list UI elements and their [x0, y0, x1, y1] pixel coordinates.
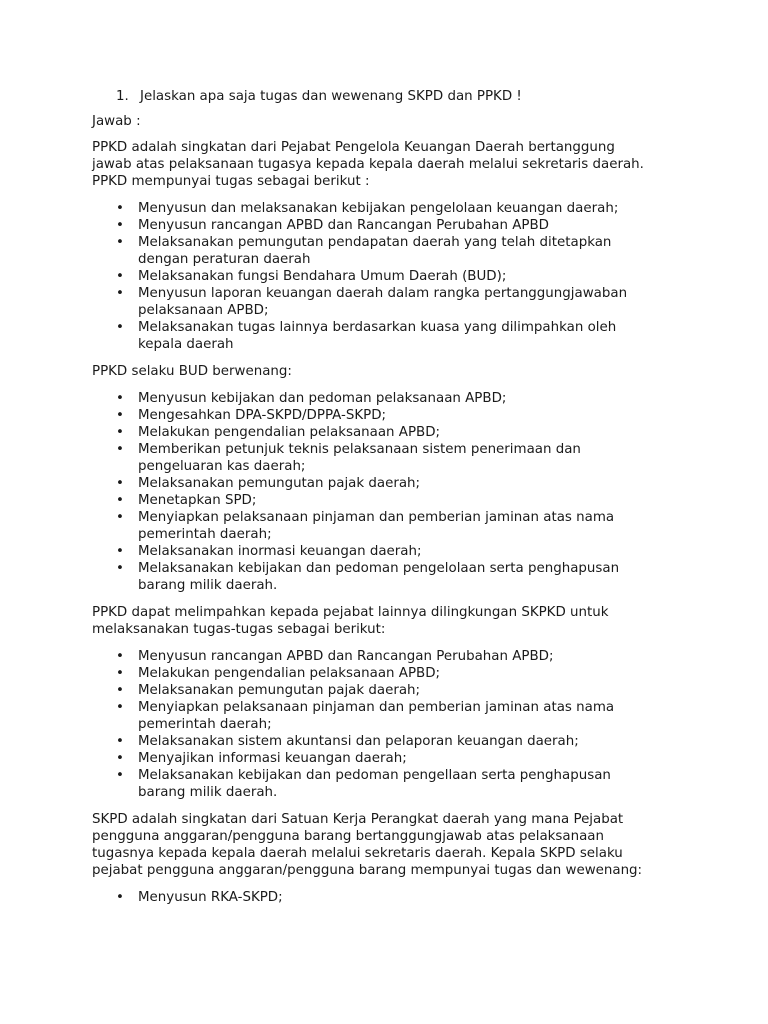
list-item: • Melakukan pengendalian pelaksanaan APBD; [92, 424, 648, 441]
delegation-intro-paragraph: PPKD dapat melimpahkan kepada pejabat lainnya dilingkungan SKPKD untuk melaksanakan tugas-tugas sebagai berikut: [92, 605, 609, 637]
list-item: • Melaksanakan inormasi keuangan daerah; [92, 543, 648, 560]
list-item: • Melaksanakan kebijakan dan pedoman pengellaan serta penghapusan barang milik daerah. [92, 767, 648, 801]
list-item: • Menyiapkan pelaksanaan pinjaman dan pemberian jaminan atas nama pemerintah daerah; [92, 509, 648, 543]
list-item: • Menyusun laporan keuangan daerah dalam rangka pertanggungjawaban pelaksanaan APBD; [92, 285, 648, 319]
list-item: • Mengesahkan DPA-SKPD/DPPA-SKPD; [92, 407, 648, 424]
list-item: • Menyusun rancangan APBD dan Rancangan Perubahan APBD [92, 217, 648, 234]
list-item: • Menetapkan SPD; [92, 492, 648, 509]
bud-intro-paragraph: PPKD selaku BUD berwenang: [92, 364, 292, 379]
list-item: • Melaksanakan tugas lainnya berdasarkan kuasa yang dilimpahkan oleh kepala daerah [92, 319, 648, 353]
list-item: • Menyusun rancangan APBD dan Rancangan Perubahan APBD; [92, 648, 648, 665]
question-number: 1. [116, 89, 129, 104]
list-item: • Menyusun dan melaksanakan kebijakan pengelolaan keuangan daerah; [92, 200, 648, 217]
list-item: • Melaksanakan pemungutan pajak daerah; [92, 475, 648, 492]
ppkd-tasks-list [92, 200, 648, 353]
answer-label: Jawab : [92, 114, 141, 129]
list-item: • Melaksanakan pemungutan pajak daerah; [92, 682, 648, 699]
list-item: • Melakukan pengendalian pelaksanaan APBD; [92, 665, 648, 682]
list-item: • Menyajikan informasi keuangan daerah; [92, 750, 648, 767]
ppkd-intro-paragraph: PPKD adalah singkatan dari Pejabat Pengelola Keuangan Daerah bertanggung jawab atas pelaksanaan tugasya kepada kepala daerah melalui sekretaris daerah. PPKD mempunyai tugas sebagai berikut : [92, 140, 644, 189]
bud-authorities-list [92, 390, 648, 594]
list-item: • Menyiapkan pelaksanaan pinjaman dan pemberian jaminan atas nama pemerintah daerah; [92, 699, 648, 733]
list-item: • Menyusun RKA-SKPD; [92, 889, 648, 906]
list-item: • Memberikan petunjuk teknis pelaksanaan sistem penerimaan dan pengeluaran kas daerah; [92, 441, 648, 475]
question-text: Jelaskan apa saja tugas dan wewenang SKPD dan PPKD ! [140, 89, 522, 104]
skpd-tasks-list [92, 889, 648, 906]
skpd-intro-paragraph: SKPD adalah singkatan dari Satuan Kerja Perangkat daerah yang mana Pejabat pengguna anggaran/pengguna barang bertanggungjawab atas pelaksanaan tugasnya kepada kepala daerah melalui sekretaris daerah. Kepala SKPD selaku pejabat pengguna anggaran/pengguna barang mempunyai tugas dan wewenang: [92, 812, 643, 878]
list-item: • Melaksanakan kebijakan dan pedoman pengelolaan serta penghapusan barang milik daerah. [92, 560, 648, 594]
list-item: • Menyusun kebijakan dan pedoman pelaksanaan APBD; [92, 390, 648, 407]
list-item: • Melaksanakan fungsi Bendahara Umum Daerah (BUD); [92, 268, 648, 285]
delegated-tasks-list [92, 648, 648, 801]
list-item: • Melaksanakan sistem akuntansi dan pelaporan keuangan daerah; [92, 733, 648, 750]
question [116, 88, 648, 105]
list-item: • Melaksanakan pemungutan pendapatan daerah yang telah ditetapkan dengan peraturan daerah [92, 234, 648, 268]
